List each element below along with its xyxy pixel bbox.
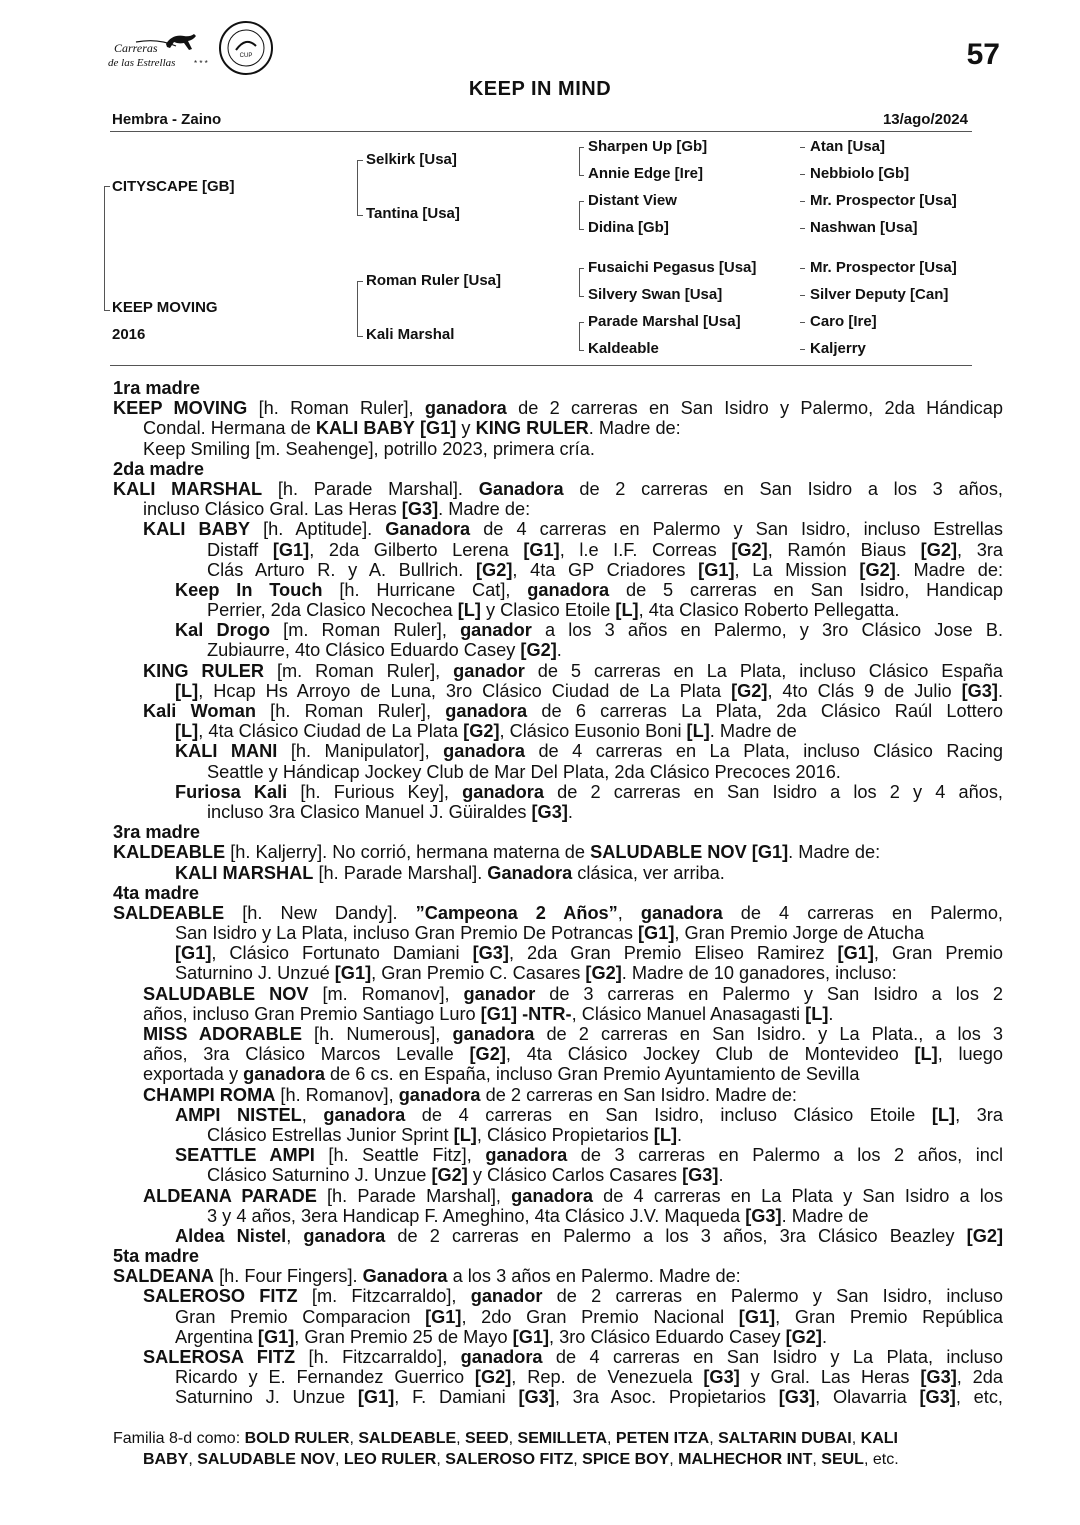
header-divider (110, 131, 972, 132)
great-great-grandparent-2: Nebbiolo [Gb] (810, 165, 910, 182)
great-grandparent-8: Kaldeable (588, 340, 659, 357)
section-heading: 2da madre (113, 458, 204, 479)
page-number: 57 (966, 38, 1000, 71)
great-great-grandparent-5: Mr. Prospector [Usa] (810, 259, 957, 276)
family-line-1: Familia 8-d como: BOLD RULER, SALDEABLE, SEED, SEMILLETA, PETEN ITZA, SALTARIN DUBAI, KALI (113, 1430, 898, 1447)
text-line: SEATTLE AMPI [h. Seattle Fitz], ganadora de 3 carreras en Palermo a los 2 años, incl (175, 1145, 1003, 1166)
text-line: KING RULER [m. Roman Ruler], ganador de 5 carreras en La Plata, incluso Clásico España (143, 660, 1003, 681)
gen2-bracket-bottom (357, 281, 358, 336)
section-heading: 5ta madre (113, 1246, 199, 1267)
text-line: SALDEANA [h. Four Fingers]. Ganadora a los 3 años en Palermo. Madre de: (113, 1266, 741, 1287)
section-heading: 4ta madre (113, 882, 199, 903)
text-line: CHAMPI ROMA [h. Romanov], ganadora de 2 carreras en San Isidro. Madre de: (143, 1084, 797, 1105)
text-line: Furiosa Kali [h. Furious Key], ganadora de 2 carreras en San Isidro a los 2 y 4 años, (175, 781, 1003, 802)
text-line: KALI BABY [h. Aptitude]. Ganadora de 4 carreras en Palermo y San Isidro, incluso Estrellas (143, 519, 1003, 540)
great-great-grandparent-7: Caro [Ire] (810, 313, 877, 330)
text-line: Saturnino J. Unzué [G1], Gran Premio C. Casares [G2]. Madre de 10 ganadores, incluso: (175, 963, 897, 984)
great-grandparent-5: Fusaichi Pegasus [Usa] (588, 259, 757, 276)
dam: KEEP MOVING (112, 299, 218, 316)
text-line: KALI MARSHAL [h. Parade Marshal]. Ganadora de 2 carreras en San Isidro a los 3 años, (113, 478, 1003, 499)
text-line: años, incluso Gran Premio Santiago Luro [G1] -NTR-, Clásico Manuel Anasagasti [L]. (143, 1003, 834, 1024)
text-line: SALUDABLE NOV [m. Romanov], ganador de 3 carreras en Palermo y San Isidro a los 2 (143, 983, 1003, 1004)
text-line: San Isidro y La Plata, incluso Gran Premio De Potrancas [G1], Gran Premio Jorge de Atucha (175, 923, 925, 944)
text-line: incluso 3ra Clasico Manuel J. Güiraldes [G3]. (207, 801, 573, 822)
text-line: Clásico Estrellas Junior Sprint [L], Clásico Propietarios [L]. (207, 1124, 683, 1145)
text-line: KEEP MOVING [h. Roman Ruler], ganadora de 2 carreras en San Isidro y Palermo, 2da Hándicap (113, 398, 1003, 419)
text-line: años, 3ra Clásico Marcos Levalle [G2], 4ta Clásico Jockey Club de Montevideo [L], luego (143, 1044, 1004, 1065)
text-line: Zubiaurre, 4to Clásico Eduardo Casey [G2]. (207, 640, 562, 661)
great-grandparent-1: Sharpen Up [Gb] (588, 138, 708, 155)
text-line: Ricardo y E. Fernandez Guerrico [G2], Rep. de Venezuela [G3] y Gral. Las Heras [G3], 2da (175, 1367, 1004, 1388)
text-line: SALEROSA FITZ [h. Fitzcarraldo], ganadora de 4 carreras en San Isidro y La Plata, incluso (143, 1347, 1004, 1367)
breeders-cup-badge (218, 20, 274, 76)
great-great-grandparent-6: Silver Deputy [Can] (810, 286, 949, 303)
text-line: [L], 4ta Clásico Ciudad de La Plata [G2], Clásico Eusonio Boni [L]. Madre de (175, 721, 797, 742)
great-grandparent-3: Distant View (588, 192, 677, 209)
text-line: Seattle y Hándicap Jockey Club de Mar Del Plata, 2da Clásico Precoces 2016. (207, 761, 841, 782)
text-line: Condal. Hermana de KALI BABY [G1] y KING RULER. Madre de: (143, 418, 681, 439)
text-line: Clás Arturo R. y A. Bullrich. [G2], 4ta GP Criadores [G1], La Mission [G2]. Madre de: (207, 559, 1003, 580)
text-line: AMPI NISTEL, ganadora de 4 carreras en San Isidro, incluso Clásico Etoile [L], 3ra (175, 1104, 1003, 1125)
great-grandparent-2: Annie Edge [Ire] (588, 165, 704, 182)
grandparent-4: Kali Marshal (366, 326, 455, 343)
great-great-grandparent-4: Nashwan [Usa] (810, 219, 918, 236)
grandparent-3: Roman Ruler [Usa] (366, 272, 502, 289)
text-line: Keep In Touch [h. Hurricane Cat], ganadora de 5 carreras en San Isidro, Handicap (175, 579, 1003, 600)
great-grandparent-4: Didina [Gb] (588, 219, 669, 236)
section-heading: 1ra madre (113, 378, 200, 398)
svg-text:* * *: * * * (194, 59, 208, 68)
great-great-grandparent-3: Mr. Prospector [Usa] (810, 192, 957, 209)
text-line: KALDEABLE [h. Kaljerry]. No corrió, hermana materna de SALUDABLE NOV [G1]. Madre de: (113, 842, 881, 863)
text-line: SALDEABLE [h. New Dandy]. ”Campeona 2 Años”, ganadora de 4 carreras en Palermo, (113, 902, 1003, 923)
text-line: incluso Clásico Gral. Las Heras [G3]. Madre de: (143, 499, 531, 520)
text-line: Gran Premio Comparacion [G1], 2do Gran Premio Nacional [G1], Gran Premio República (175, 1306, 1003, 1327)
text-line: KALI MARSHAL [h. Parade Marshal]. Ganadora clásica, ver arriba. (175, 862, 725, 883)
svg-text:CUP: CUP (239, 53, 253, 59)
svg-text:de las Estrellas: de las Estrellas (108, 57, 176, 69)
great-grandparent-6: Silvery Swan [Usa] (588, 286, 723, 303)
great-great-grandparent-8: Kaljerry (810, 340, 866, 357)
svg-text:Carreras: Carreras (114, 41, 158, 55)
text-line: Argentina [G1], Gran Premio 25 de Mayo [G1], 3ro Clásico Eduardo Casey [G2]. (175, 1326, 828, 1347)
horse-name-title: KEEP IN MIND (468, 78, 612, 100)
text-line: KALI MANI [h. Manipulator], ganadora de 4 carreras en La Plata, incluso Clásico Racing (175, 741, 1003, 762)
dam-year: 2016 (112, 326, 146, 343)
text-line: Saturnino J. Unzue [G1], F. Damiani [G3], 3ra Asoc. Propietarios [G3], Olavarria [G3], etc, (175, 1387, 1003, 1408)
pedigree-divider (110, 365, 972, 366)
text-line: Keep Smiling [m. Seahenge], potrillo 2023, primera cría. (143, 438, 595, 459)
text-line: [L], Hcap Hs Arroyo de Luna, 3ro Clásico Ciudad de La Plata [G2], 4to Clás 9 de Julio [G3]. (175, 680, 1003, 701)
section-heading: 3ra madre (113, 822, 200, 843)
text-line: exportada y ganadora de 6 cs. en España, incluso Gran Premio Ayuntamiento de Sevilla (143, 1064, 860, 1085)
text-line: ALDEANA PARADE [h. Parade Marshal], ganadora de 4 carreras en La Plata y San Isidro a los (143, 1185, 1003, 1206)
text-line: 3 y 4 años, 3era Handicap F. Ameghino, 4ta Clásico J.V. Maqueda [G3]. Madre de (207, 1205, 869, 1226)
text-line: Kali Woman [h. Roman Ruler], ganadora de 6 carreras La Plata, 2da Clásico Raúl Lottero (143, 701, 1003, 721)
grandparent-2: Tantina [Usa] (366, 205, 460, 222)
text-line: MISS ADORABLE [h. Numerous], ganadora de 2 carreras en San Isidro. y La Plata., a los 3 (143, 1024, 1004, 1044)
gen2-bracket-top (357, 160, 358, 215)
carreras-de-las-estrellas-logo (108, 24, 218, 72)
text-line: Aldea Nistel, ganadora de 2 carreras en Palermo a los 3 años, 3ra Clásico Beazley [G2] (175, 1225, 1004, 1246)
gen1-bracket (104, 186, 105, 310)
family-footer (113, 1428, 1001, 1470)
report-date: 13/ago/2024 (882, 111, 968, 128)
family-line-2: BABY, SALUDABLE NOV, LEO RULER, SALEROSO FITZ, SPICE BOY, MALHECHOR INT, SEUL, etc. (143, 1451, 899, 1468)
great-great-grandparent-1: Atan [Usa] (810, 138, 886, 155)
text-line: Perrier, 2da Clasico Necochea [L] y Clasico Etoile [L], 4ta Clasico Roberto Pellegatta. (207, 600, 900, 621)
female-family-text (113, 378, 1003, 1408)
sex-color: Hembra - Zaino (112, 111, 222, 128)
sire: CITYSCAPE [GB] (112, 178, 235, 195)
grandparent-1: Selkirk [Usa] (366, 151, 457, 168)
text-line: Kal Drogo [m. Roman Ruler], ganador a los 3 años en Palermo, y 3ro Clásico Jose B. (175, 620, 1003, 641)
great-grandparent-7: Parade Marshal [Usa] (588, 313, 741, 330)
text-line: Distaff [G1], 2da Gilberto Lerena [G1], l.e I.F. Correas [G2], Ramón Biaus [G2], 3ra (207, 539, 1003, 560)
text-line: Clásico Saturnino J. Unzue [G2] y Clásico Carlos Casares [G3]. (207, 1165, 724, 1186)
text-line: SALEROSO FITZ [m. Fitzcarraldo], ganador de 2 carreras en Palermo y San Isidro, incluso (143, 1286, 1004, 1307)
text-line: [G1], Clásico Fortunato Damiani [G3], 2da Gran Premio Eliseo Ramirez [G1], Gran Premio (175, 943, 1003, 964)
